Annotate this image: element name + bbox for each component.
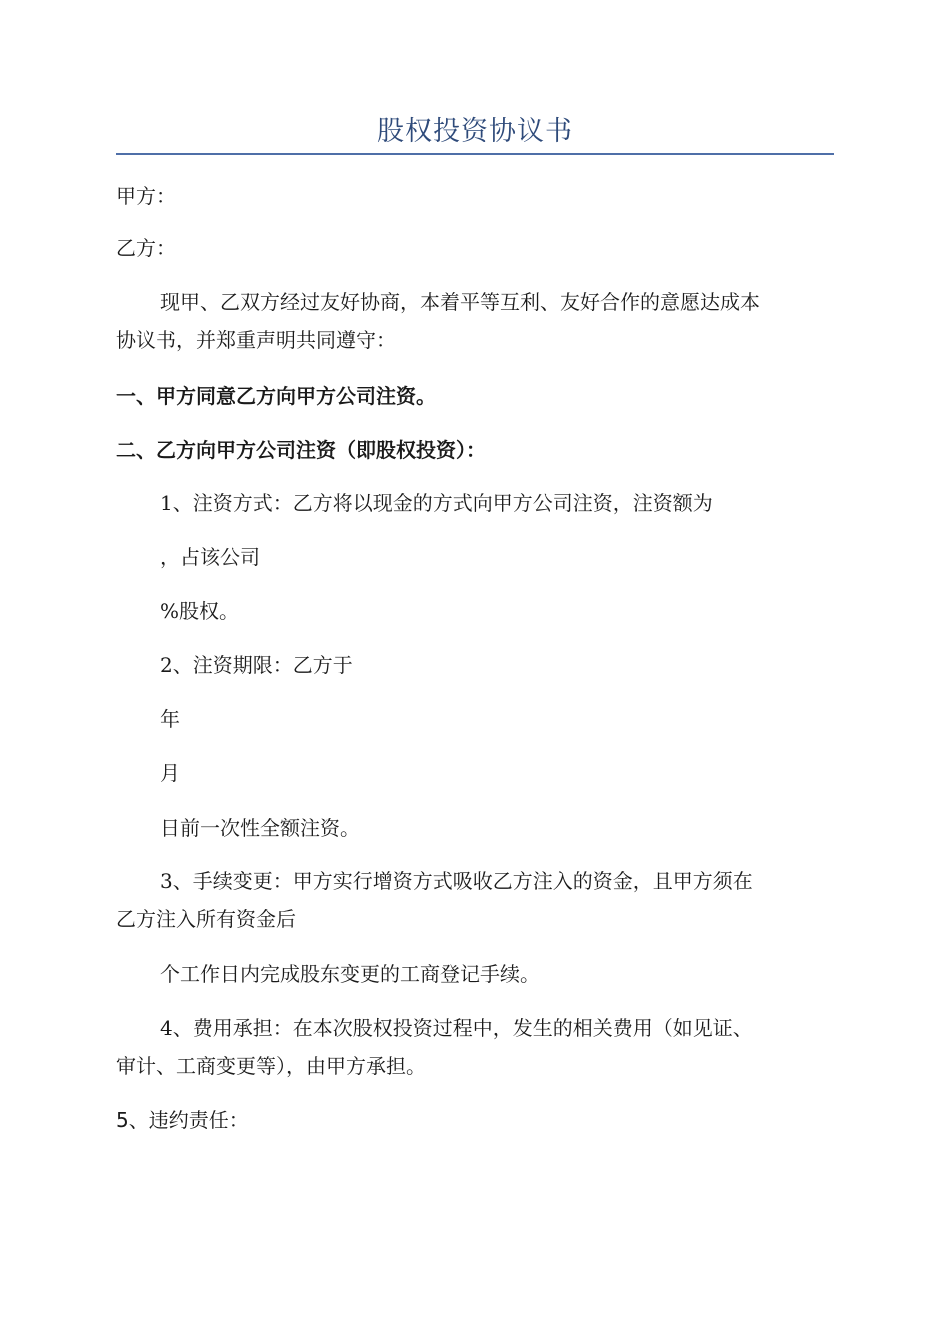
- item-2-day: 日前一次性全额注资。: [160, 816, 360, 840]
- preamble-line-2: 协议书，并郑重声明共同遵守：: [116, 328, 396, 352]
- item-3-line-3: 个工作日内完成股东变更的工商登记手续。: [160, 962, 540, 986]
- item-3-line-1: 3、手续变更：甲方实行增资方式吸收乙方注入的资金，且甲方须在: [160, 869, 753, 893]
- preamble-line-1: 现甲、乙双方经过友好协商，本着平等互利、友好合作的意愿达成本: [160, 290, 760, 314]
- item-1-line-1: 1、注资方式：乙方将以现金的方式向甲方公司注资，注资额为: [160, 491, 713, 515]
- clause-1-heading: 一、甲方同意乙方向甲方公司注资。: [116, 384, 436, 408]
- item-4-line-2: 审计、工商变更等），由甲方承担。: [116, 1054, 426, 1078]
- document-title: 股权投资协议书: [377, 116, 573, 147]
- title-underline: [116, 153, 834, 155]
- clause-2-heading: 二、乙方向甲方公司注资（即股权投资）：: [116, 438, 486, 462]
- item-2-month: 月: [160, 761, 180, 785]
- item-5-heading: 5、违约责任：: [116, 1108, 249, 1132]
- item-3-line-2: 乙方注入所有资金后: [116, 907, 296, 931]
- party-b-line: 乙方：: [116, 236, 176, 260]
- item-2-year: 年: [160, 707, 180, 731]
- item-4-line-1: 4、费用承担：在本次股权投资过程中，发生的相关费用（如见证、: [160, 1016, 753, 1040]
- party-a-line: 甲方：: [116, 184, 176, 208]
- item-1-line-2: ，占该公司: [160, 545, 260, 569]
- item-1-line-3: %股权。: [160, 599, 240, 623]
- item-2-line-1: 2、注资期限：乙方于: [160, 653, 353, 677]
